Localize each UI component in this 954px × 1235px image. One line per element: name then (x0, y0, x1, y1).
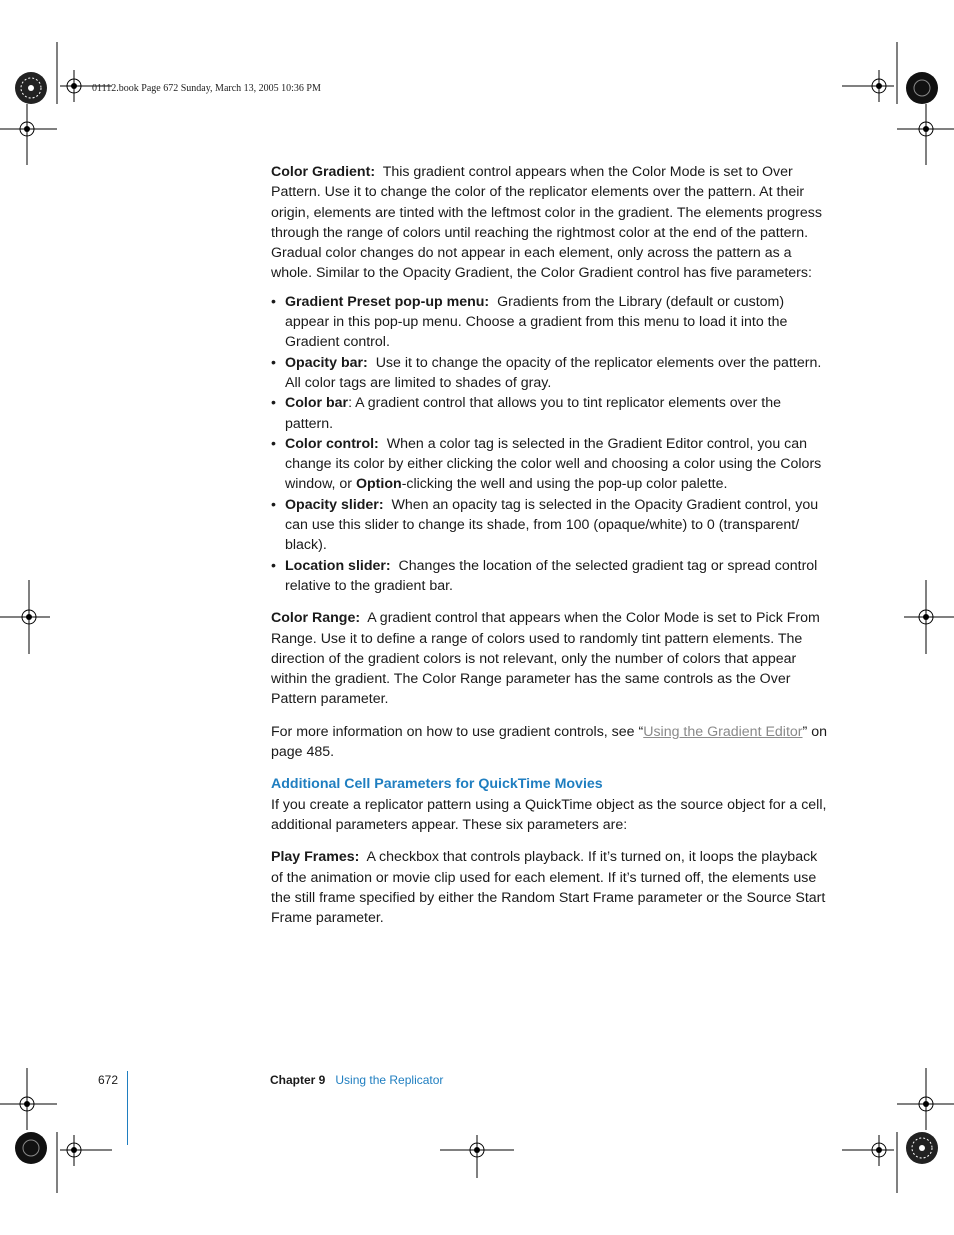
color-range-paragraph (271, 608, 827, 709)
more-info-text: ” on page 485. (271, 723, 827, 761)
list-item (271, 393, 827, 434)
color-gradient-term: Color Gradient: (271, 164, 376, 180)
chapter-title: Using the Replicator (335, 1073, 444, 1087)
list-item (271, 495, 827, 556)
bullet-text: Use it to change the opacity of the replicator elements over the pattern. All color tags are limited to shades of gray. (285, 354, 822, 391)
bullet-text: When a color tag is selected in the Gradient Editor control, you can change its color by either clicking the color well and choosing a color using the Colors window, or (285, 435, 822, 493)
bullet-term: Color control: (285, 435, 379, 452)
bullet-text: Changes the location of the selected gradient tag or spread control relative to the gradient bar. (285, 557, 818, 594)
bullet-term: Location slider: (285, 557, 391, 574)
footer-divider (127, 1071, 128, 1145)
bullet-term: Opacity slider: (285, 496, 384, 513)
list-item (271, 434, 827, 495)
section-heading: Additional Cell Parameters for QuickTime Movies (271, 776, 603, 793)
bullet-text: -clicking the well and using the pop-up color palette. (401, 476, 728, 493)
list-item (271, 556, 827, 597)
parameter-list (271, 292, 827, 596)
chapter-label: Chapter 9 (270, 1073, 326, 1087)
color-gradient-paragraph (271, 162, 827, 284)
play-frames-text: A checkbox that controls playback. If it’s turned on, it loops the playback of the animation or movie clip used for each element. If it’s turned off, the elements use the still frame specified by either the Random Start Frame parameter or the Source Start Frame parameter. (271, 849, 826, 927)
bullet-text: Gradients from the Library (default or custom) appear in this pop-up menu. Choose a gradient from this menu to load it into the Gradient control. (285, 293, 788, 351)
section-intro: If you create a replicator pattern using a QuickTime object as the source object for a cell, additional parameters appear. These six parameters are: (271, 796, 827, 833)
play-frames-paragraph (271, 847, 827, 928)
bullet-term: Opacity bar: (285, 354, 368, 371)
gradient-editor-link[interactable]: Using the Gradient Editor (643, 723, 803, 740)
bullet-text: : A gradient control that allows you to tint replicator elements over the pattern. (285, 395, 782, 432)
color-range-text: A gradient control that appears when the Color Mode is set to Pick From Range. Use it to define a range of colors used to randomly tint pattern elements. The direction of the gradient colors is not relevant, only the number of colors that appear within the gradient. The Color Range parameter has the same controls as the Over Pattern parameter. (271, 610, 820, 708)
more-info-text: For more information on how to use gradient controls, see “ (271, 723, 644, 740)
running-footer (270, 1073, 443, 1087)
list-item (271, 353, 827, 394)
list-item (271, 292, 827, 353)
page-number: 672 (98, 1073, 119, 1087)
bullet-key-term: Option (355, 476, 402, 493)
page-body (271, 162, 827, 928)
color-gradient-text: This gradient control appears when the Color Mode is set to Over Pattern. Use it to change the color of the replicator elements over the pattern. At their origin, elements are tinted with the leftmost color in the gradient. The elements progress through the range of colors until reaching the rightmost color at the end of the pattern. Gradual color changes do not appear in each element, only across the pattern as a whole. Similar to the Opacity Gradient, the Color Gradient control has five parameters: (271, 164, 822, 282)
bullet-term: Gradient Preset pop-up menu: (285, 293, 490, 310)
print-header-meta: 01112.book Page 672 Sunday, March 13, 2005 10:36 PM (92, 83, 321, 94)
more-info-paragraph (271, 722, 827, 763)
color-range-term: Color Range: (271, 610, 361, 627)
bullet-text: When an opacity tag is selected in the Opacity Gradient control, you can use this slider to change its shade, from 100 (opaque/white) to 0 (transparent/ black). (285, 496, 819, 554)
play-frames-term: Play Frames: (271, 849, 360, 866)
bullet-term: Color bar (285, 395, 349, 412)
